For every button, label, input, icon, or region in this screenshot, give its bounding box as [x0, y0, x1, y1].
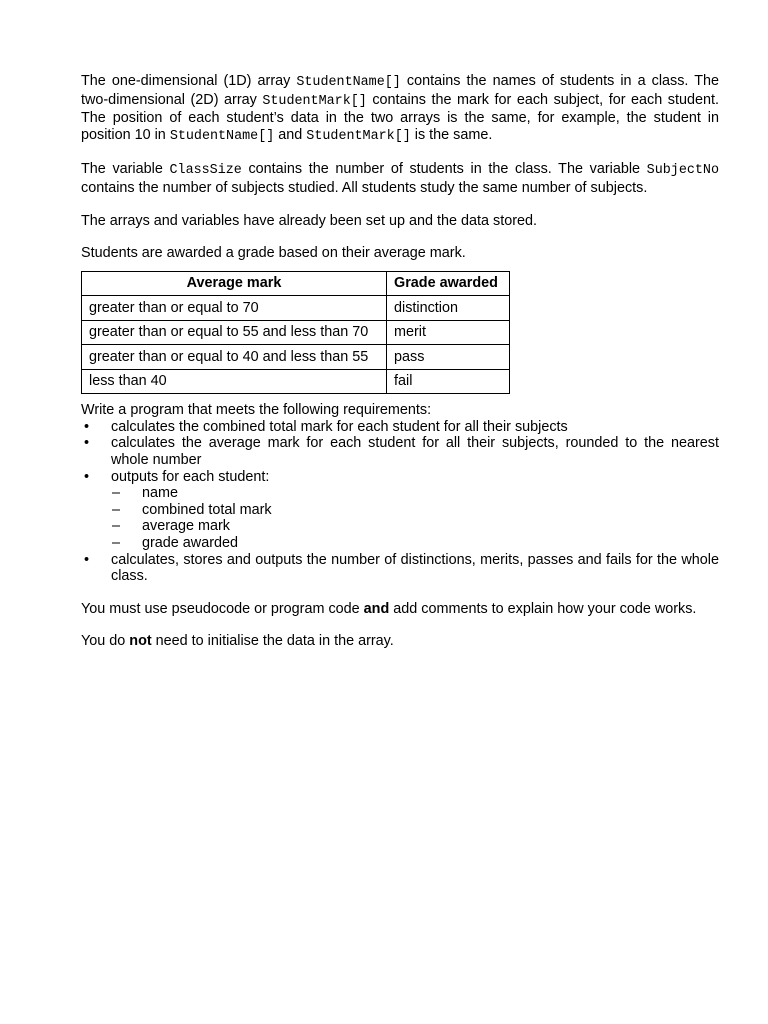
grade-table-header-row	[82, 271, 510, 296]
table-row	[82, 345, 510, 370]
text-span: is the same.	[410, 126, 493, 143]
text-span: need to initialise the data in the array.	[151, 633, 394, 650]
grade-table	[81, 271, 510, 395]
code-student-name: StudentName[]	[169, 128, 275, 144]
text-span: contains the mark for each subject, for each student. The position of each student’s data in the two arrays is the same, for example, the student in position 10 in	[81, 91, 719, 143]
sub-item-text: name	[142, 485, 178, 502]
text-span: contains the names of students in a class. The two-dimensional (2D) array	[81, 73, 719, 108]
intro-paragraph-variables	[81, 161, 719, 196]
dash-icon: –	[112, 518, 121, 535]
bullet-icon: •	[84, 551, 90, 568]
list-item	[111, 502, 719, 519]
list-item	[111, 518, 719, 535]
average-mark-cell: greater than or equal to 55 and less than 70	[82, 320, 387, 345]
list-item	[81, 435, 719, 468]
text-span: contains the number of subjects studied. All students study the same number of subjects.	[81, 179, 648, 196]
requirement-text: calculates, stores and outputs the number of distinctions, merits, passes and fails for the whole class.	[111, 551, 719, 585]
emphasis-text: and	[363, 600, 390, 617]
spacer	[81, 585, 719, 601]
list-item	[81, 552, 719, 585]
instruction-initialise	[81, 633, 719, 650]
requirement-text: calculates the average mark for each student for all their subjects, rounded to the nearest whole number	[111, 435, 719, 469]
spacer	[81, 394, 719, 402]
intro-paragraph-arrays	[81, 73, 719, 145]
bullet-icon: •	[84, 435, 90, 452]
list-item	[111, 535, 719, 552]
average-mark-cell: less than 40	[82, 369, 387, 394]
header-average-mark: Average mark	[82, 271, 387, 296]
spacer	[81, 229, 719, 245]
text-span: The one-dimensional (1D) array	[81, 73, 297, 89]
sub-item-text: grade awarded	[142, 535, 239, 551]
code-student-mark: StudentMark[]	[306, 128, 411, 144]
dash-icon: –	[112, 535, 121, 551]
output-sublist	[111, 485, 719, 551]
grade-cell: fail	[387, 369, 510, 394]
emphasis-text: not	[129, 633, 152, 650]
requirement-text: outputs for each student:	[111, 468, 270, 485]
intro-paragraph-grades: Students are awarded a grade based on their average mark.	[81, 245, 466, 262]
sub-item-text: combined total mark	[142, 501, 272, 518]
list-item	[111, 485, 719, 502]
requirement-text: calculates the combined total mark for each student for all their subjects	[111, 418, 568, 435]
dash-icon: –	[112, 501, 121, 518]
spacer	[81, 197, 719, 213]
list-item	[81, 419, 719, 436]
average-mark-cell: greater than or equal to 70	[82, 296, 387, 321]
table-row	[82, 320, 510, 345]
code-student-mark: StudentMark[]	[262, 93, 367, 109]
sub-item-text: average mark	[142, 518, 230, 535]
grade-cell: distinction	[387, 296, 510, 321]
average-mark-cell: greater than or equal to 40 and less than 55	[82, 345, 387, 370]
requirements-list	[81, 419, 719, 585]
header-grade-awarded: Grade awarded	[387, 271, 510, 296]
instruction-pseudocode	[81, 601, 719, 618]
text-span: The variable	[81, 161, 170, 178]
code-class-size: ClassSize	[169, 163, 242, 179]
table-row	[82, 369, 510, 394]
text-span: You must use pseudocode or program code	[81, 600, 364, 617]
question-page	[81, 73, 719, 650]
text-span: contains the number of students in the class. The variable	[241, 161, 647, 178]
grade-cell: pass	[387, 345, 510, 370]
text-span: and	[274, 126, 307, 143]
requirements-lead: Write a program that meets the following requirements:	[81, 402, 432, 419]
list-item	[81, 469, 719, 552]
text-span: add comments to explain how your code works.	[389, 600, 697, 617]
table-row	[82, 296, 510, 321]
intro-paragraph-setup: The arrays and variables have already been set up and the data stored.	[81, 212, 537, 229]
code-subject-no: SubjectNo	[646, 163, 719, 179]
bullet-icon: •	[84, 468, 90, 485]
dash-icon: –	[112, 485, 121, 502]
bullet-icon: •	[84, 418, 90, 435]
grade-cell: merit	[387, 320, 510, 345]
spacer	[81, 617, 719, 633]
code-student-name: StudentName[]	[296, 75, 401, 90]
spacer	[81, 145, 719, 161]
text-span: You do	[81, 633, 130, 650]
